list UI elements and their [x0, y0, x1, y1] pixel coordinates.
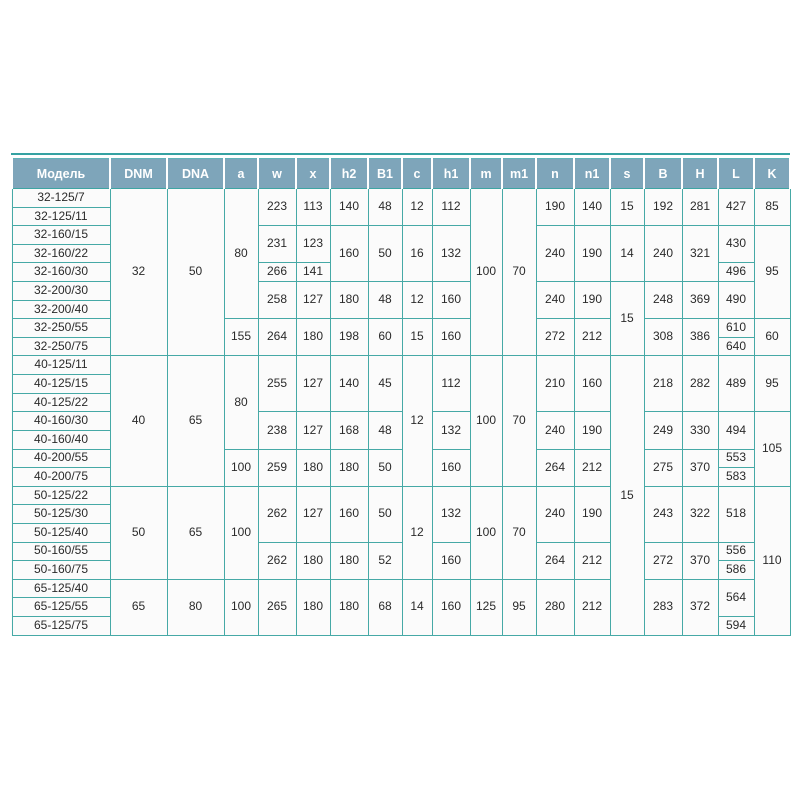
value-cell-h2: 160 — [330, 486, 368, 542]
value-cell-n1: 190 — [574, 486, 610, 542]
value-cell-DNA: 50 — [167, 189, 224, 356]
table-header — [12, 159, 790, 189]
value-cell-K: 95 — [754, 226, 790, 319]
value-cell-L: 556 — [718, 542, 754, 561]
value-cell-h1: 160 — [432, 449, 470, 486]
value-cell-x: 127 — [296, 356, 330, 412]
value-cell-L: 583 — [718, 468, 754, 487]
value-cell-h2: 180 — [330, 449, 368, 486]
value-cell-h1: 160 — [432, 282, 470, 319]
value-cell-B1: 60 — [368, 319, 402, 356]
value-cell-h1: 160 — [432, 542, 470, 579]
value-cell-h1: 112 — [432, 356, 470, 412]
value-cell-B1: 45 — [368, 356, 402, 412]
value-cell-n: 264 — [536, 542, 574, 579]
value-cell-x: 127 — [296, 412, 330, 449]
value-cell-B: 192 — [644, 189, 682, 226]
value-cell-h2: 160 — [330, 226, 368, 282]
value-cell-h2: 140 — [330, 356, 368, 412]
value-cell-h1: 160 — [432, 319, 470, 356]
value-cell-c: 14 — [402, 579, 432, 635]
value-cell-B: 248 — [644, 282, 682, 319]
value-cell-K: 85 — [754, 189, 790, 226]
value-cell-a: 100 — [224, 486, 258, 579]
value-cell-x: 127 — [296, 486, 330, 542]
table-top-border — [11, 153, 790, 155]
value-cell-n1: 212 — [574, 449, 610, 486]
value-cell-K: 60 — [754, 319, 790, 356]
value-cell-L: 496 — [718, 263, 754, 282]
value-cell-h2: 180 — [330, 579, 368, 635]
value-cell-h1: 132 — [432, 412, 470, 449]
pump-dimension-table-block — [11, 153, 790, 636]
value-cell-s: 15 — [610, 282, 644, 356]
value-cell-L: 427 — [718, 189, 754, 226]
model-cell: 40-125/11 — [12, 356, 110, 375]
model-cell: 50-160/55 — [12, 542, 110, 561]
model-cell: 65-125/75 — [12, 617, 110, 636]
value-cell-B: 243 — [644, 486, 682, 542]
value-cell-c: 12 — [402, 356, 432, 486]
column-header-a: a — [224, 159, 258, 189]
value-cell-x: 180 — [296, 319, 330, 356]
value-cell-H: 386 — [682, 319, 718, 356]
value-cell-n: 240 — [536, 486, 574, 542]
value-cell-B: 240 — [644, 226, 682, 282]
spec-table — [11, 158, 791, 636]
value-cell-h2: 140 — [330, 189, 368, 226]
column-header-L: L — [718, 159, 754, 189]
column-header-x: x — [296, 159, 330, 189]
value-cell-n1: 212 — [574, 542, 610, 579]
value-cell-x: 180 — [296, 542, 330, 579]
value-cell-w: 259 — [258, 449, 296, 486]
value-cell-n: 240 — [536, 226, 574, 282]
value-cell-m: 100 — [470, 189, 502, 356]
value-cell-B1: 50 — [368, 226, 402, 282]
value-cell-n: 264 — [536, 449, 574, 486]
column-header-B1: B1 — [368, 159, 402, 189]
value-cell-h1: 132 — [432, 486, 470, 542]
column-header-B: B — [644, 159, 682, 189]
value-cell-c: 12 — [402, 189, 432, 226]
value-cell-K: 95 — [754, 356, 790, 412]
model-cell: 40-160/30 — [12, 412, 110, 431]
column-header-s: s — [610, 159, 644, 189]
value-cell-L: 594 — [718, 617, 754, 636]
value-cell-w: 238 — [258, 412, 296, 449]
column-header-model: Модель — [12, 159, 110, 189]
value-cell-L: 564 — [718, 579, 754, 616]
table-body — [12, 189, 790, 636]
value-cell-n1: 190 — [574, 412, 610, 449]
value-cell-w: 262 — [258, 542, 296, 579]
model-cell: 40-200/55 — [12, 449, 110, 468]
value-cell-w: 223 — [258, 189, 296, 226]
value-cell-n1: 190 — [574, 226, 610, 282]
value-cell-n: 280 — [536, 579, 574, 635]
value-cell-B1: 50 — [368, 486, 402, 542]
value-cell-a: 80 — [224, 356, 258, 449]
value-cell-H: 330 — [682, 412, 718, 449]
value-cell-B1: 48 — [368, 189, 402, 226]
column-header-DNA: DNA — [167, 159, 224, 189]
column-header-DNM: DNM — [110, 159, 167, 189]
value-cell-H: 322 — [682, 486, 718, 542]
model-cell: 32-200/40 — [12, 300, 110, 319]
value-cell-w: 258 — [258, 282, 296, 319]
model-cell: 32-125/7 — [12, 189, 110, 208]
column-header-K: K — [754, 159, 790, 189]
value-cell-n: 272 — [536, 319, 574, 356]
value-cell-x: 127 — [296, 282, 330, 319]
value-cell-H: 369 — [682, 282, 718, 319]
value-cell-B1: 48 — [368, 282, 402, 319]
value-cell-B1: 48 — [368, 412, 402, 449]
value-cell-w: 262 — [258, 486, 296, 542]
table-row — [12, 579, 790, 598]
value-cell-x: 180 — [296, 579, 330, 635]
table-row — [12, 189, 790, 208]
value-cell-H: 372 — [682, 579, 718, 635]
model-cell: 65-125/55 — [12, 598, 110, 617]
value-cell-DNM: 50 — [110, 486, 167, 579]
value-cell-w: 255 — [258, 356, 296, 412]
value-cell-n1: 212 — [574, 579, 610, 635]
value-cell-w: 264 — [258, 319, 296, 356]
value-cell-H: 370 — [682, 542, 718, 579]
model-cell: 32-160/15 — [12, 226, 110, 245]
value-cell-B: 275 — [644, 449, 682, 486]
column-header-m: m — [470, 159, 502, 189]
value-cell-a: 155 — [224, 319, 258, 356]
model-cell: 40-160/40 — [12, 430, 110, 449]
value-cell-x: 113 — [296, 189, 330, 226]
value-cell-H: 281 — [682, 189, 718, 226]
value-cell-m: 100 — [470, 356, 502, 486]
value-cell-c: 12 — [402, 486, 432, 579]
value-cell-H: 321 — [682, 226, 718, 282]
value-cell-c: 12 — [402, 282, 432, 319]
value-cell-L: 490 — [718, 282, 754, 319]
value-cell-h2: 198 — [330, 319, 368, 356]
value-cell-a: 80 — [224, 189, 258, 319]
value-cell-DNM: 40 — [110, 356, 167, 486]
table-row — [12, 356, 790, 375]
value-cell-x: 141 — [296, 263, 330, 282]
value-cell-m: 100 — [470, 486, 502, 579]
value-cell-n: 210 — [536, 356, 574, 412]
value-cell-h1: 160 — [432, 579, 470, 635]
value-cell-B: 272 — [644, 542, 682, 579]
value-cell-H: 282 — [682, 356, 718, 412]
value-cell-s: 14 — [610, 226, 644, 282]
value-cell-n1: 190 — [574, 282, 610, 319]
value-cell-h1: 112 — [432, 189, 470, 226]
value-cell-B1: 50 — [368, 449, 402, 486]
value-cell-L: 494 — [718, 412, 754, 449]
value-cell-n1: 212 — [574, 319, 610, 356]
value-cell-n: 240 — [536, 282, 574, 319]
model-cell: 32-250/55 — [12, 319, 110, 338]
table-row — [12, 486, 790, 505]
value-cell-B: 283 — [644, 579, 682, 635]
value-cell-h2: 180 — [330, 542, 368, 579]
value-cell-n: 190 — [536, 189, 574, 226]
value-cell-L: 553 — [718, 449, 754, 468]
value-cell-B: 218 — [644, 356, 682, 412]
value-cell-c: 16 — [402, 226, 432, 282]
value-cell-m: 125 — [470, 579, 502, 635]
value-cell-n: 240 — [536, 412, 574, 449]
value-cell-DNA: 80 — [167, 579, 224, 635]
column-header-w: w — [258, 159, 296, 189]
value-cell-w: 265 — [258, 579, 296, 635]
model-cell: 65-125/40 — [12, 579, 110, 598]
value-cell-n1: 140 — [574, 189, 610, 226]
value-cell-s: 15 — [610, 189, 644, 226]
value-cell-L: 640 — [718, 337, 754, 356]
value-cell-h1: 132 — [432, 226, 470, 282]
value-cell-H: 370 — [682, 449, 718, 486]
value-cell-DNM: 32 — [110, 189, 167, 356]
value-cell-B1: 68 — [368, 579, 402, 635]
model-cell: 40-125/22 — [12, 393, 110, 412]
column-header-h2: h2 — [330, 159, 368, 189]
column-header-m1: m1 — [502, 159, 536, 189]
value-cell-a: 100 — [224, 579, 258, 635]
value-cell-h2: 168 — [330, 412, 368, 449]
value-cell-m1: 95 — [502, 579, 536, 635]
value-cell-B: 249 — [644, 412, 682, 449]
value-cell-w: 266 — [258, 263, 296, 282]
value-cell-K: 110 — [754, 486, 790, 635]
column-header-h1: h1 — [432, 159, 470, 189]
column-header-n1: n1 — [574, 159, 610, 189]
header-row — [12, 159, 790, 189]
value-cell-m1: 70 — [502, 189, 536, 356]
model-cell: 32-160/22 — [12, 244, 110, 263]
value-cell-K: 105 — [754, 412, 790, 486]
model-cell: 32-160/30 — [12, 263, 110, 282]
model-cell: 50-125/22 — [12, 486, 110, 505]
value-cell-x: 180 — [296, 449, 330, 486]
value-cell-a: 100 — [224, 449, 258, 486]
model-cell: 32-250/75 — [12, 337, 110, 356]
value-cell-m1: 70 — [502, 356, 536, 486]
value-cell-x: 123 — [296, 226, 330, 263]
value-cell-m1: 70 — [502, 486, 536, 579]
value-cell-n1: 160 — [574, 356, 610, 412]
value-cell-c: 15 — [402, 319, 432, 356]
column-header-c: c — [402, 159, 432, 189]
value-cell-s: 15 — [610, 356, 644, 635]
model-cell: 50-125/40 — [12, 523, 110, 542]
value-cell-h2: 180 — [330, 282, 368, 319]
value-cell-DNA: 65 — [167, 486, 224, 579]
model-cell: 32-125/11 — [12, 207, 110, 226]
value-cell-L: 586 — [718, 561, 754, 580]
model-cell: 50-160/75 — [12, 561, 110, 580]
model-cell: 32-200/30 — [12, 282, 110, 301]
value-cell-B: 308 — [644, 319, 682, 356]
value-cell-L: 489 — [718, 356, 754, 412]
value-cell-L: 610 — [718, 319, 754, 338]
column-header-H: H — [682, 159, 718, 189]
value-cell-L: 518 — [718, 486, 754, 542]
value-cell-L: 430 — [718, 226, 754, 263]
value-cell-w: 231 — [258, 226, 296, 263]
column-header-n: n — [536, 159, 574, 189]
value-cell-B1: 52 — [368, 542, 402, 579]
value-cell-DNM: 65 — [110, 579, 167, 635]
model-cell: 50-125/30 — [12, 505, 110, 524]
model-cell: 40-125/15 — [12, 375, 110, 394]
value-cell-DNA: 65 — [167, 356, 224, 486]
model-cell: 40-200/75 — [12, 468, 110, 487]
